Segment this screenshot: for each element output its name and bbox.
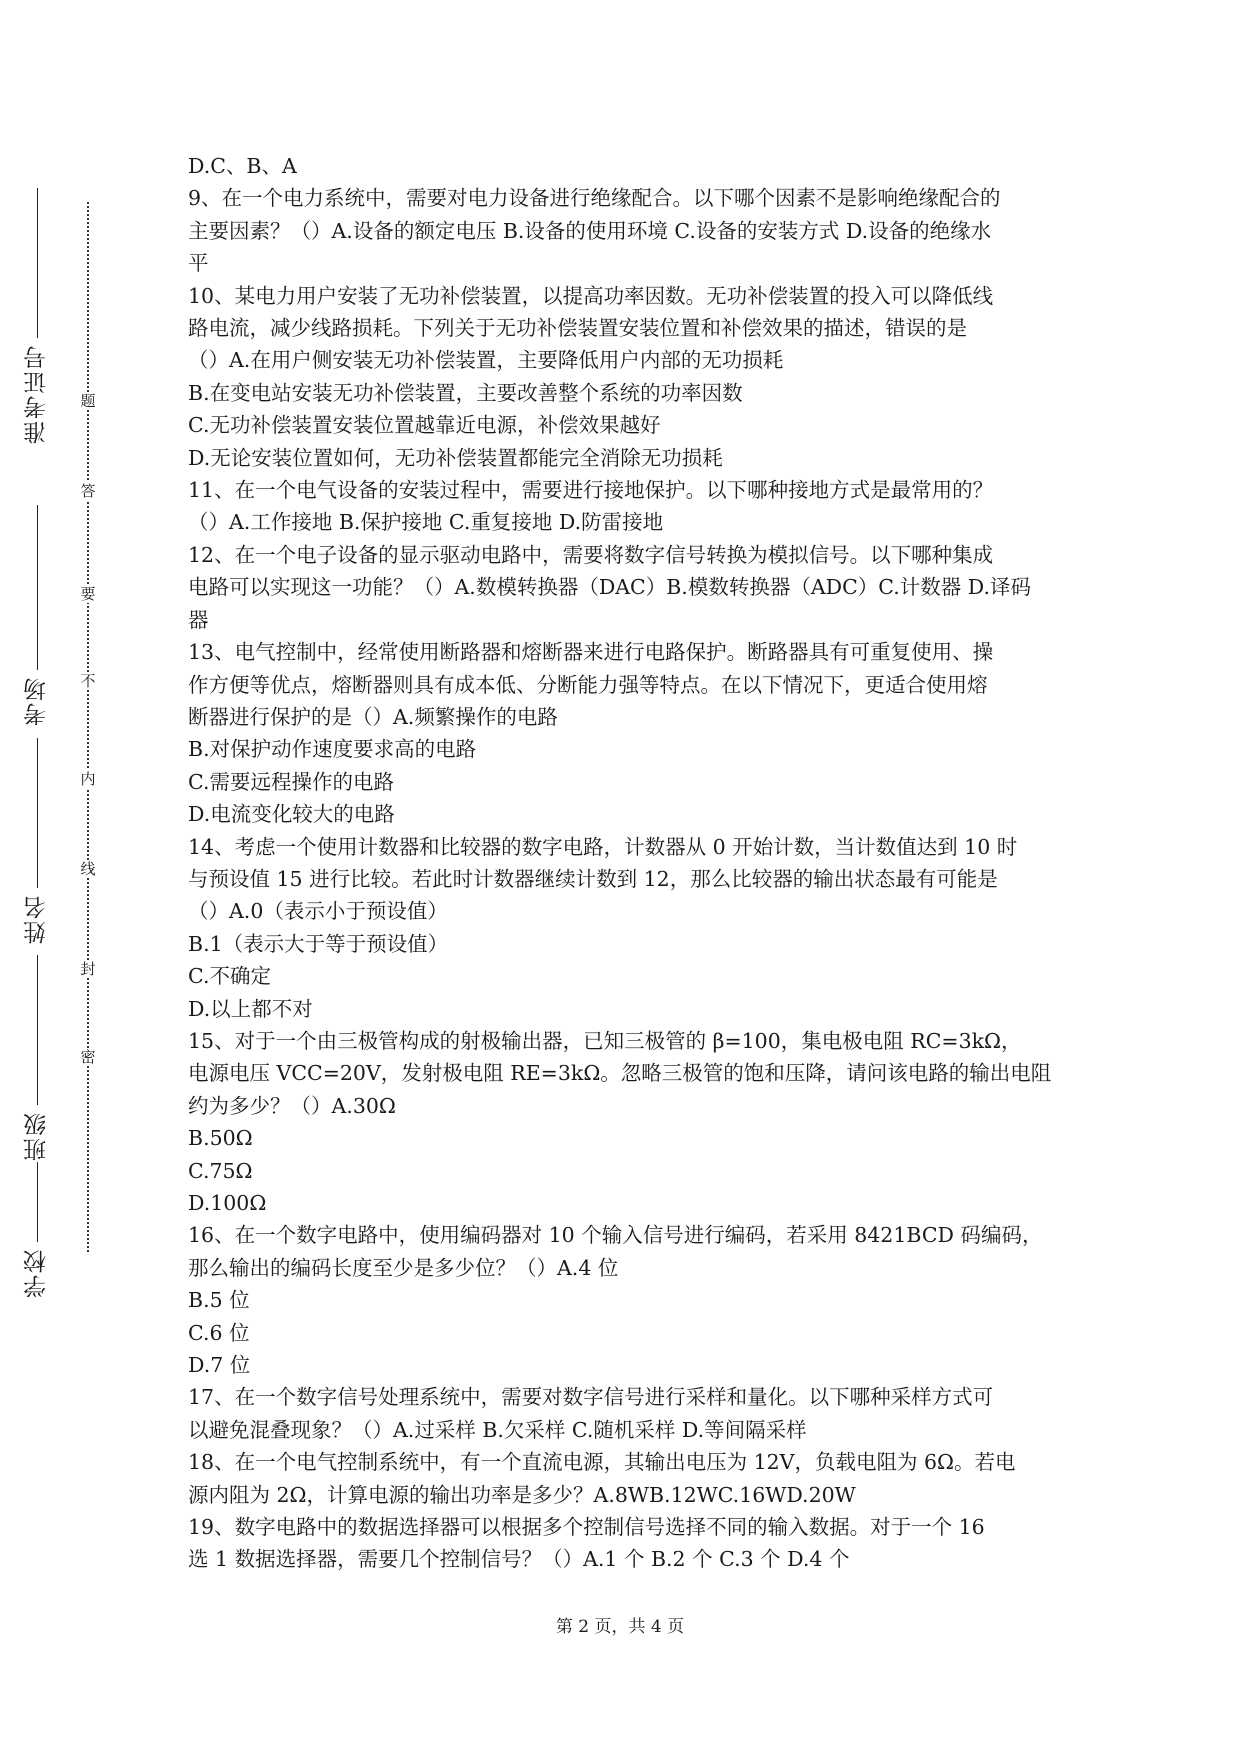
exam-room-field bbox=[26, 505, 49, 726]
exam-number-field bbox=[26, 188, 49, 444]
question-15-line: 约为多少？（）A.30Ω bbox=[188, 1093, 396, 1118]
question-11-line: （）A.工作接地 B.保护接地 C.重复接地 D.防雷接地 bbox=[188, 510, 664, 535]
question-11-line: 11、在一个电气设备的安装过程中，需要进行接地保护。以下哪种接地方式是最常用的？ bbox=[188, 478, 994, 503]
question-19-line: 选 1 数据选择器，需要几个控制信号？（）A.1 个 B.2 个 C.3 个 D.4 个 bbox=[188, 1547, 850, 1572]
question-16-option: D.7 位 bbox=[188, 1353, 251, 1378]
question-14-option: D.以上都不对 bbox=[188, 996, 313, 1021]
seal-char: 要 bbox=[80, 585, 96, 603]
question-17-line: 以避免混叠现象？（）A.过采样 B.欠采样 C.随机采样 D.等间隔采样 bbox=[188, 1417, 807, 1442]
question-18-line: 源内阻为 2Ω，计算电源的输出功率是多少？A.8WB.12WC.16WD.20W bbox=[188, 1482, 856, 1507]
name-label: 姓名 bbox=[24, 894, 50, 944]
exam-content bbox=[188, 150, 1058, 1576]
exam-number-underline bbox=[37, 188, 38, 338]
question-13-option: C.需要远程操作的电路 bbox=[188, 769, 394, 794]
question-19-line: 19、数字电路中的数据选择器可以根据多个控制信号选择不同的输入数据。对于一个 16 bbox=[188, 1515, 985, 1540]
question-14-line: 14、考虑一个使用计数器和比较器的数字电路，计数器从 0 开始计数，当计数值达到 10 时 bbox=[188, 834, 1018, 859]
seal-char: 题 bbox=[80, 392, 96, 410]
exam-room-underline bbox=[37, 505, 38, 670]
exam-room-label: 考场 bbox=[24, 676, 50, 726]
question-15-line: 电源电压 VCC=20V，发射极电阻 RE=3kΩ。忽略三极管的饱和压降，请问该电路的输出电阻 bbox=[188, 1061, 1052, 1086]
question-16-line: 那么输出的编码长度至少是多少位？（）A.4 位 bbox=[188, 1255, 619, 1280]
text-line: D.C、B、A bbox=[188, 154, 297, 178]
question-15-option: C.75Ω bbox=[188, 1158, 253, 1183]
question-18-line: 18、在一个电气控制系统中，有一个直流电源，其输出电压为 12V，负载电阻为 6Ω。若电 bbox=[188, 1450, 1016, 1475]
question-9-line: 平 bbox=[188, 251, 209, 276]
question-10-line: 路电流，减少线路损耗。下列关于无功补偿装置安装位置和补偿效果的描述，错误的是 bbox=[188, 316, 967, 341]
question-12-line: 电路可以实现这一功能？（）A.数模转换器（DAC）B.模数转换器（ADC）C.计数器 D.译码 bbox=[188, 575, 1031, 600]
seal-char: 密 bbox=[80, 1048, 96, 1066]
class-underline bbox=[37, 955, 38, 1105]
question-16-option: C.6 位 bbox=[188, 1320, 250, 1345]
question-10-line: （）A.在用户侧安装无功补偿装置，主要降低用户内部的无功损耗 bbox=[188, 348, 784, 373]
binding-margin bbox=[0, 0, 130, 1753]
question-10-option: C.无功补偿装置安装位置越靠近电源，补偿效果越好 bbox=[188, 413, 661, 438]
question-13-option: B.对保护动作速度要求高的电路 bbox=[188, 737, 477, 762]
name-field bbox=[26, 738, 49, 944]
seal-char: 不 bbox=[80, 672, 96, 690]
exam-number-label: 准考证号 bbox=[24, 344, 50, 444]
question-14-line: 与预设值 15 进行比较。若此时计数器继续计数到 12，那么比较器的输出状态最有可能是 bbox=[188, 866, 998, 891]
question-14-option: C.不确定 bbox=[188, 964, 271, 989]
question-13-option: D.电流变化较大的电路 bbox=[188, 802, 395, 827]
question-16-line: 16、在一个数字电路中，使用编码器对 10 个输入信号进行编码，若采用 8421BCD 码编码， bbox=[188, 1223, 1043, 1248]
question-12-line: 器 bbox=[188, 607, 209, 632]
seal-char: 答 bbox=[80, 482, 96, 500]
school-underline bbox=[37, 1162, 38, 1242]
question-14-line: （）A.0（表示小于预设值） bbox=[188, 899, 448, 924]
page-footer: 第 2 页，共 4 页 bbox=[555, 1617, 685, 1637]
question-17-line: 17、在一个数字信号处理系统中，需要对数字信号进行采样和量化。以下哪种采样方式可 bbox=[188, 1385, 994, 1410]
question-9-line: 主要因素？（）A.设备的额定电压 B.设备的使用环境 C.设备的安装方式 D.设备的绝缘水 bbox=[188, 218, 992, 243]
question-9-line: 9、在一个电力系统中，需要对电力设备进行绝缘配合。以下哪个因素不是影响绝缘配合的 bbox=[188, 186, 1001, 211]
question-15-option: B.50Ω bbox=[188, 1126, 253, 1151]
question-10-option: D.无论安装位置如何，无功补偿装置都能完全消除无功损耗 bbox=[188, 445, 723, 470]
seal-char: 封 bbox=[80, 960, 96, 978]
question-10-option: B.在变电站安装无功补偿装置，主要改善整个系统的功率因数 bbox=[188, 380, 743, 405]
question-12-line: 12、在一个电子设备的显示驱动电路中，需要将数字信号转换为模拟信号。以下哪种集成 bbox=[188, 542, 994, 567]
seal-char: 线 bbox=[80, 860, 96, 878]
question-15-option: D.100Ω bbox=[188, 1191, 267, 1215]
class-label: 班级 bbox=[24, 1111, 50, 1161]
question-13-line: 断器进行保护的是（）A.频繁操作的电路 bbox=[188, 704, 558, 729]
school-field bbox=[26, 1162, 49, 1298]
class-field bbox=[26, 955, 49, 1161]
question-10-line: 10、某电力用户安装了无功补偿装置，以提高功率因数。无功补偿装置的投入可以降低线 bbox=[188, 283, 994, 308]
seal-dotted-line bbox=[87, 202, 89, 1252]
question-15-line: 15、对于一个由三极管构成的射极输出器，已知三极管的 β=100，集电极电阻 RC=3kΩ， bbox=[188, 1028, 1022, 1053]
seal-char: 内 bbox=[80, 770, 96, 788]
question-13-line: 13、电气控制中，经常使用断路器和熔断器来进行电路保护。断路器具有可重复使用、操 bbox=[188, 640, 994, 665]
name-underline bbox=[37, 738, 38, 888]
school-label: 学校 bbox=[24, 1248, 50, 1298]
question-14-option: B.1（表示大于等于预设值） bbox=[188, 931, 449, 956]
question-16-option: B.5 位 bbox=[188, 1288, 250, 1313]
question-13-line: 作方便等优点，熔断器则具有成本低、分断能力强等特点。在以下情况下，更适合使用熔 bbox=[188, 672, 988, 697]
